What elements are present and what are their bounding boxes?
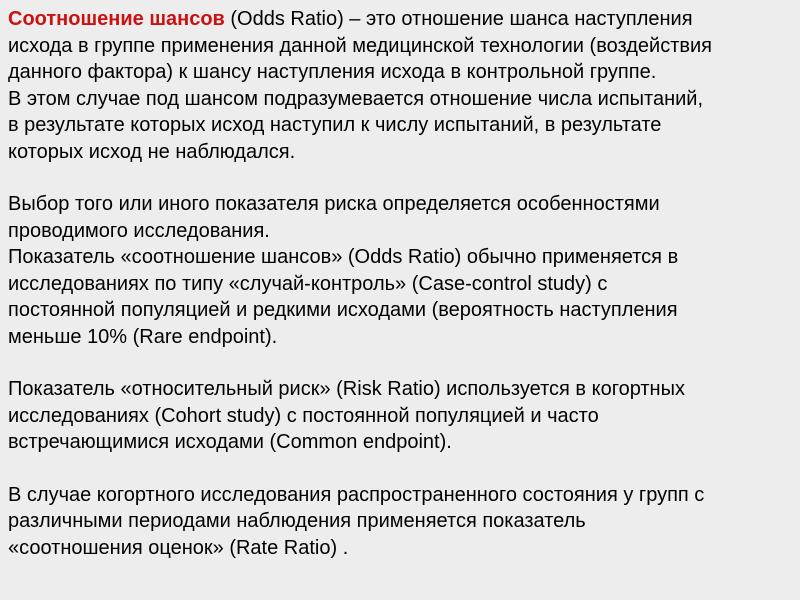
- text-line: исследованиях по типу «случай-контроль» (Case-control study) с: [8, 272, 608, 295]
- text-line: постоянной популяцией и редкими исходами (вероятность наступления: [8, 299, 678, 321]
- paragraph-odds-ratio-definition: [8, 6, 792, 165]
- text-line: В этом случае под шансом подразумевается отношение числа испытаний,: [8, 87, 704, 110]
- text-line: [8, 6, 792, 33]
- text-line: исхода в группе применения данной медицинской технологии (воздействия: [8, 34, 712, 57]
- paragraph-choice-of-measure: [8, 191, 792, 350]
- text-line: проводимого исследования.: [8, 219, 270, 242]
- text-line: меньше 10% (Rare endpoint).: [8, 325, 278, 348]
- paragraph-spacer: [8, 350, 792, 376]
- text-line: различными периодами наблюдения применяется показатель: [8, 510, 586, 532]
- text-line: данного фактора) к шансу наступления исхода в контрольной группе.: [8, 61, 657, 83]
- text-line-rest: (Odds Ratio) – это отношение шанса наступления: [224, 8, 693, 30]
- text-line: Показатель «относительный риск» (Risk Ratio) используется в когортных: [8, 378, 685, 400]
- text-line: исследованиях (Cohort study) с постоянной популяцией и часто: [8, 404, 599, 427]
- text-line: Выбор того или иного показателя риска определяется особенностями: [8, 193, 660, 215]
- text-line: в результате которых исход наступил к числу испытаний, в результате: [8, 114, 662, 136]
- paragraph-rate-ratio: [8, 482, 792, 562]
- paragraph-spacer: [8, 456, 792, 482]
- text-line: Показатель «соотношение шансов» (Odds Ratio) обычно применяется в: [8, 246, 679, 268]
- text-line: В случае когортного исследования распространенного состояния у групп с: [8, 483, 705, 506]
- text-line: встречающимися исходами (Common endpoint).: [8, 431, 452, 453]
- text-line: которых исход не наблюдался.: [8, 140, 296, 163]
- paragraph-risk-ratio: [8, 376, 792, 456]
- paragraph-spacer: [8, 165, 792, 191]
- highlighted-term: Соотношение шансов: [8, 8, 225, 30]
- text-line: «соотношения оценок» (Rate Ratio) .: [8, 536, 349, 559]
